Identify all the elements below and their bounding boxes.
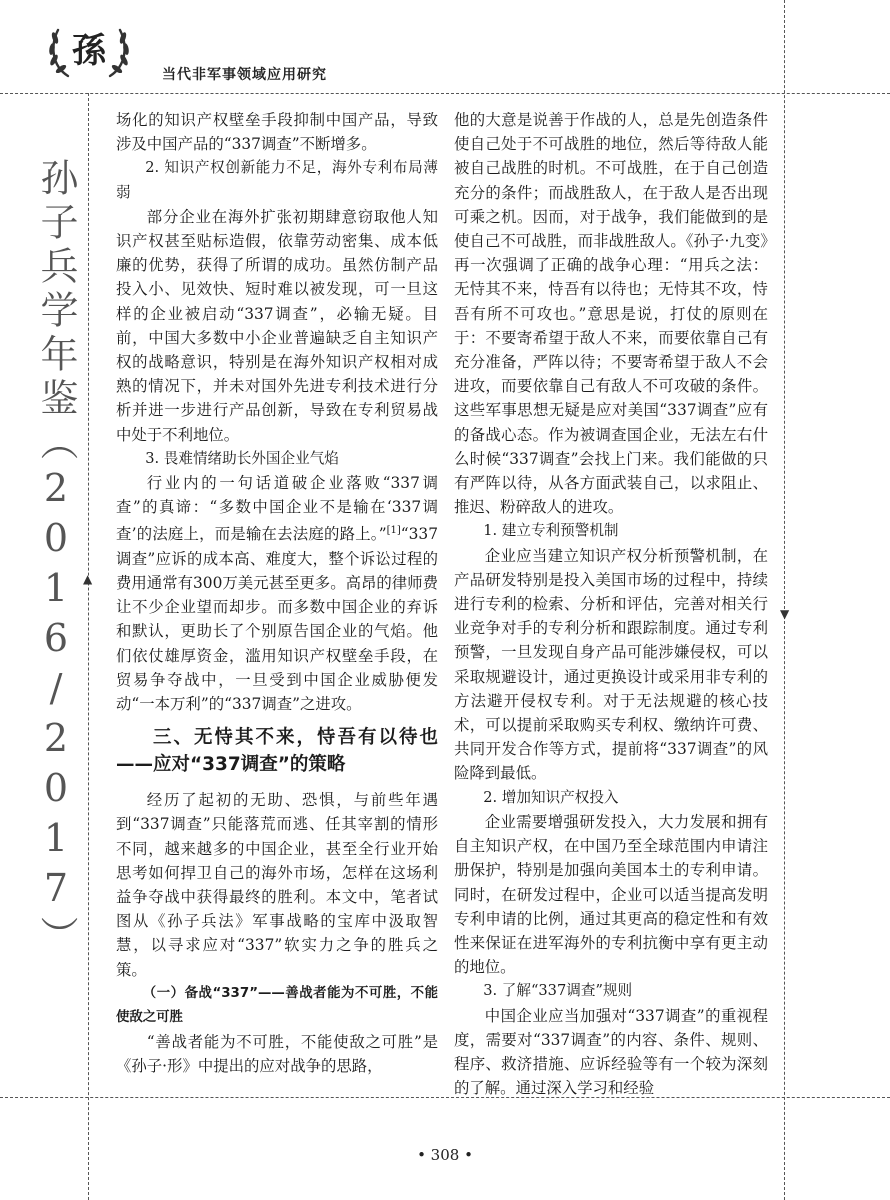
subheading: 2. 知识产权创新能力不足，海外专利布局薄弱 [116,159,438,201]
yearbook-side-title: 孙子兵学年鉴（2016/2017） [34,158,78,960]
yearbook-logo [44,16,134,84]
paragraph: 他的大意是说善于作战的人，总是先创造条件使自己处于不可战胜的地位，然后等待敌人能被自己战胜的时机。不可战胜，在于自己创造充分的条件；而战胜敌人，在于敌人是否出现可乘之机。因而，对于战争，我们能做到的是使自己不可战胜，而非战胜敌人。《孙子·九变》再一次强调了正确的战争心理：“用兵之法：无恃其不来，恃吾有以待也；无恃其不攻，恃吾有所不可攻也。”意思是说，打仗的原则在于：不要寄希望于敌人不来，而要依靠自己有充分准备，严阵以待；不要寄希望于敌人不会进攻，而要依靠自己有敌人不可攻破的条件。这些军事思想无疑是应对美国“337调查”应有的备战心态。作为被调查国企业，无法左右什么时候“337调查”会找上门来。我们能做的只有严阵以待，从各方面武装自己，以求阻止、推迟、粉碎敌人的进攻。 [454,111,768,517]
paragraph-text: “337调查”应诉的成本高、难度大，整个诉讼过程的费用通常有300万美元甚至更多。高昂的律师费让不少企业望而却步。而多数中国企业的弃诉和默认，更助长了个别原告国企业的气焰。他们依仗雄厚资金，滥用知识产权壁垒手段，在贸易争夺战中，一旦受到中国企业威胁便发动“一本万利”的“337调查”之进攻。 [116,525,438,713]
paragraph-text: 行业内的一句话道破企业落败“337调查”的真谛：“多数中国企业不是输在‘337调查’的法庭上，而是输在去法庭的路上。” [116,474,438,544]
subsection-heading: （一）备战“337”——善战者能为不可胜，不能使敌之可胜 [116,985,438,1025]
subheading: 1. 建立专利预警机制 [483,522,619,540]
paragraph: 企业需要增强研发投入，大力发展和拥有自主知识产权，在中国乃至全球范围内申请注册保护，特别是加强向美国本土的专利申请。同时，在研发过程中，企业可以适当提高发明专利申请的比例，通过其更高的稳定性和有效性来保证在进军海外的专利抗衡中享有更主动的地位。 [454,812,768,977]
running-header: 当代非军事领域应用研究 [162,67,327,83]
paragraph [116,471,438,716]
arrow-up-icon: ▲ [83,572,93,586]
left-dashed-rule [88,93,89,1200]
subheading: 2. 增加知识产权投入 [483,788,619,806]
paragraph: 企业应当建立知识产权分析预警机制，在产品研发特别是投入美国市场的过程中，持续进行专利的检索、分析和评估，完善对相关行业竞争对手的专利分析和跟踪制度。通过专利预警，一旦发现自身产品可能涉嫌侵权，可以采取规避设计，通过更换设计或采用非专利的方法避开侵权专利。对于无法规避的核心技术，可以提前采取购买专利权、缴纳许可费、共同开发合作等方式，提前将“337调查”的风险降到最低。 [454,546,768,783]
top-dashed-rule [0,93,890,94]
subheading: 3. 畏难情绪助长外国企业气焰 [145,449,339,467]
footnote-ref: [1] [386,525,401,537]
paragraph: 场化的知识产权壁垒手段抑制中国产品，导致涉及中国产品的“337调查”不断增多。 [116,111,438,154]
paragraph: “善战者能为不可胜，不能使敌之可胜”是《孙子·形》中提出的应对战争的思路， [116,1032,438,1076]
right-dashed-rule [784,0,785,1200]
right-column [454,108,768,1100]
arrow-down-icon: ▼ [780,607,790,621]
svg-text:孫: 孫 [72,31,106,71]
paragraph: 经历了起初的无助、恐惧，与前些年遇到“337调查”只能落荒而逃、任其宰割的情形不同，越来越多的中国企业，甚至全行业开始思考如何捍卫自己的海外市场，怎样在这场利益争夺战中获得最终的胜利。本文中，笔者试图从《孙子兵法》军事战略的宝库中汲取智慧，以寻求应对“337”软实力之争的胜兵之策。 [116,791,438,979]
section-heading: 三、无恃其不来，恃吾有以待也——应对“337调查”的策略 [116,727,438,776]
paragraph: 部分企业在海外扩张初期肆意窃取他人知识产权甚至贴标造假，依靠劳动密集、成本低廉的优势，获得了所谓的成功。虽然仿制产品投入小、见效快、短时难以被发现，可一旦这样的企业被启动“337调查”，必输无疑。目前，中国大多数中小企业普遍缺乏自主知识产权的战略意识，特别是在海外知识产权相对成熟的情况下，并未对国外先进专利技术进行分析并进一步进行产品创新，导致在专利贸易战中处于不利地位。 [116,207,438,444]
subheading: 3. 了解“337调查”规则 [483,982,633,1000]
page-number: • 308 • [417,1146,473,1164]
left-column [116,108,438,1078]
paragraph: 中国企业应当加强对“337调查”的重视程度，需要对“337调查”的内容、条件、规则、程序、救济措施、应诉经验等有一个较为深刻的了解。通过深入学习和经验 [454,1006,768,1098]
